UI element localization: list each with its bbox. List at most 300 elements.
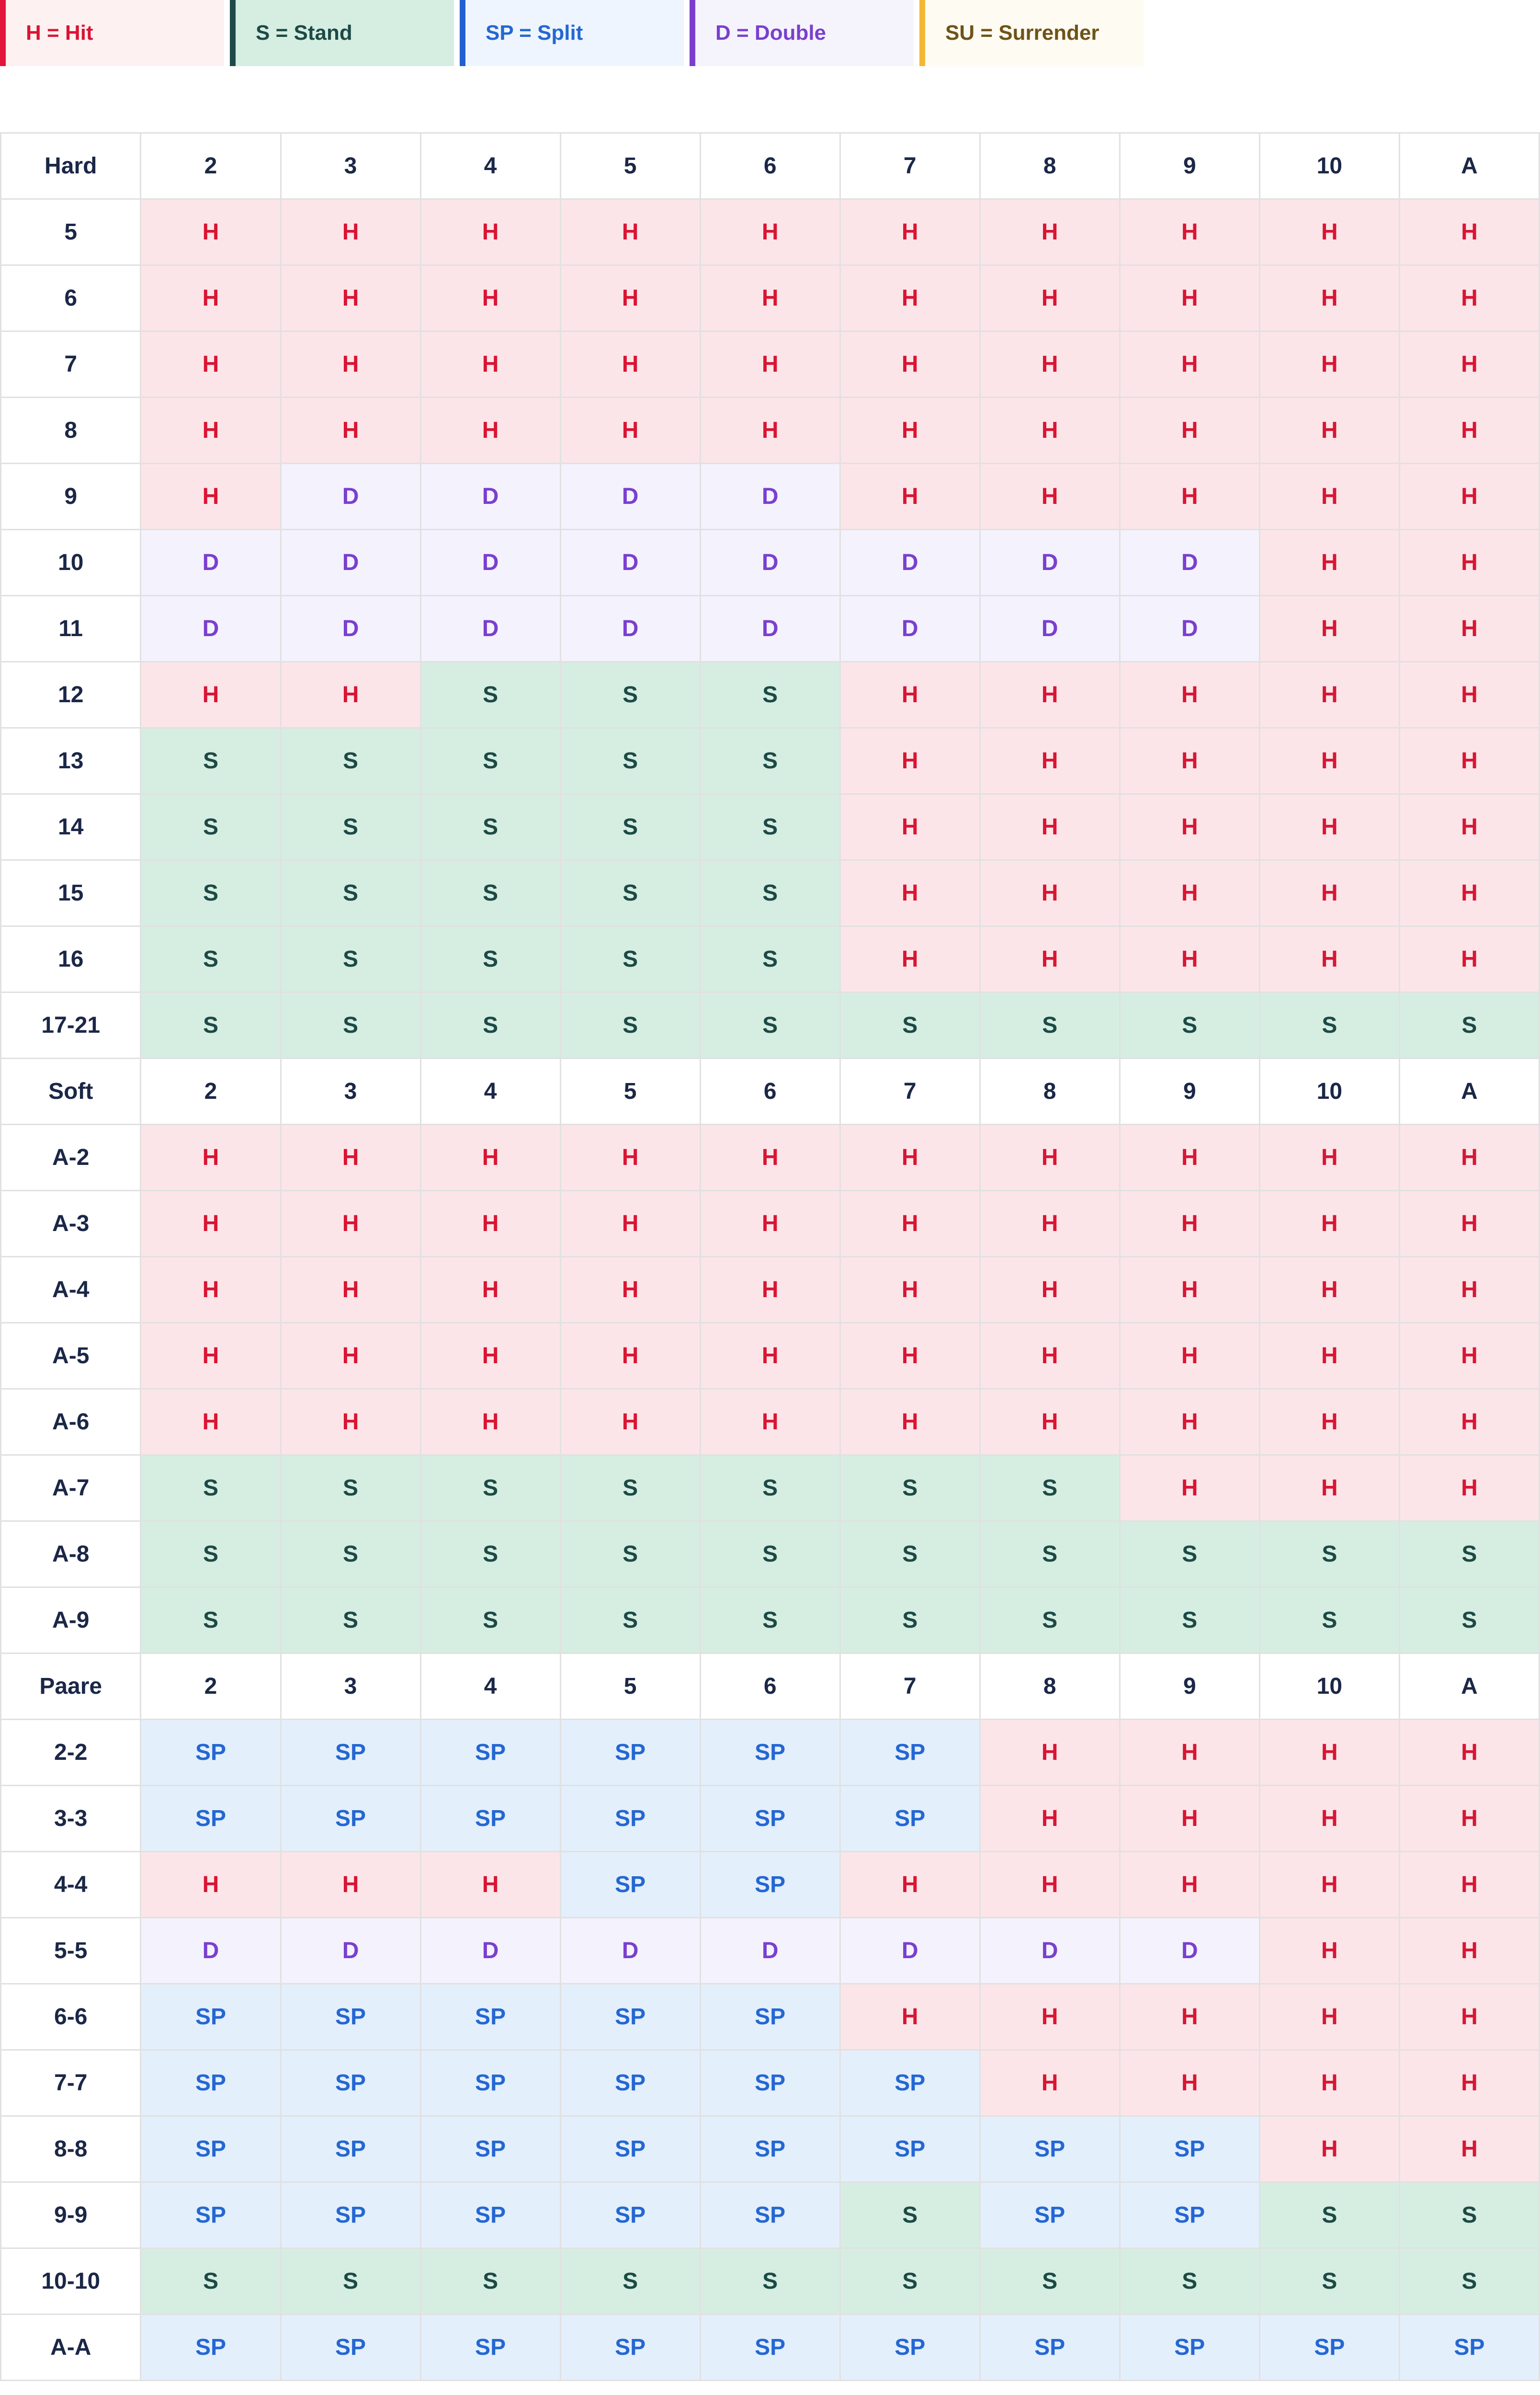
action-cell: D <box>840 530 980 596</box>
dealer-card-header: 8 <box>980 1059 1120 1125</box>
hand-label: 8-8 <box>1 2116 141 2182</box>
dealer-card-header: 7 <box>840 1654 980 1720</box>
action-cell: H <box>1399 1786 1539 1852</box>
action-cell: H <box>980 1389 1120 1455</box>
action-cell: D <box>1120 1918 1259 1984</box>
action-cell: S <box>141 1587 281 1654</box>
strategy-table-body <box>1 133 1540 2381</box>
action-cell: H <box>1399 1918 1539 1984</box>
action-cell: H <box>1120 1323 1259 1389</box>
legend-label: D = Double <box>715 21 827 45</box>
hand-row <box>1 1257 1540 1323</box>
hand-label: 10-10 <box>1 2248 141 2315</box>
action-cell: H <box>1120 1191 1259 1257</box>
action-cell: H <box>281 331 420 398</box>
action-cell: S <box>281 1587 420 1654</box>
action-cell: H <box>1259 530 1399 596</box>
action-cell: S <box>1120 992 1259 1059</box>
action-cell: S <box>281 1521 420 1587</box>
action-cell: D <box>281 464 420 530</box>
action-cell: H <box>1259 1852 1399 1918</box>
hand-label: 11 <box>1 596 141 662</box>
action-cell: S <box>840 992 980 1059</box>
hand-label: 5 <box>1 199 141 265</box>
hand-label: 14 <box>1 794 141 860</box>
hand-row <box>1 1984 1540 2050</box>
hand-row <box>1 2182 1540 2248</box>
action-cell: S <box>1399 1521 1539 1587</box>
action-cell: SP <box>700 2182 840 2248</box>
action-cell: S <box>141 926 281 992</box>
action-cell: H <box>560 1191 700 1257</box>
hand-row <box>1 1918 1540 1984</box>
action-cell: H <box>560 199 700 265</box>
action-cell: H <box>281 1852 420 1918</box>
action-cell: SP <box>560 1720 700 1786</box>
action-cell: S <box>420 926 560 992</box>
action-cell: D <box>281 1918 420 1984</box>
legend-item-split <box>460 0 684 66</box>
dealer-card-header: A <box>1399 133 1539 199</box>
action-cell: H <box>420 1125 560 1191</box>
action-cell: H <box>560 331 700 398</box>
action-cell: H <box>1259 596 1399 662</box>
action-cell: S <box>141 2248 281 2315</box>
dealer-card-header: A <box>1399 1654 1539 1720</box>
action-cell: H <box>1259 2050 1399 2116</box>
action-cell: SP <box>420 2116 560 2182</box>
action-cell: S <box>141 728 281 794</box>
action-cell: S <box>141 992 281 1059</box>
action-cell: H <box>840 331 980 398</box>
action-cell: H <box>1399 265 1539 331</box>
action-cell: H <box>1120 1455 1259 1521</box>
dealer-card-header: 10 <box>1259 133 1399 199</box>
action-cell: SP <box>560 2116 700 2182</box>
action-cell: S <box>1259 1521 1399 1587</box>
action-cell: SP <box>281 1786 420 1852</box>
action-cell: H <box>560 1389 700 1455</box>
action-cell: H <box>1399 1720 1539 1786</box>
hand-row <box>1 464 1540 530</box>
action-cell: H <box>420 398 560 464</box>
action-cell: H <box>840 1257 980 1323</box>
section-title: Hard <box>1 133 141 199</box>
hand-row <box>1 1125 1540 1191</box>
action-cell: H <box>420 1191 560 1257</box>
action-cell: H <box>560 1257 700 1323</box>
action-cell: S <box>840 1521 980 1587</box>
dealer-card-header: 4 <box>420 1654 560 1720</box>
action-cell: S <box>700 728 840 794</box>
action-cell: H <box>560 1125 700 1191</box>
action-cell: D <box>840 596 980 662</box>
action-cell: H <box>980 860 1120 926</box>
legend-item-hit <box>0 0 224 66</box>
action-cell: SP <box>420 1984 560 2050</box>
action-cell: H <box>1259 2116 1399 2182</box>
hand-label: 16 <box>1 926 141 992</box>
hand-row <box>1 2116 1540 2182</box>
hand-label: 10 <box>1 530 141 596</box>
action-cell: H <box>1259 1455 1399 1521</box>
action-cell: S <box>700 992 840 1059</box>
action-cell: H <box>1120 926 1259 992</box>
hand-row <box>1 1720 1540 1786</box>
action-cell: D <box>700 530 840 596</box>
dealer-card-header: 5 <box>560 133 700 199</box>
hand-row <box>1 1191 1540 1257</box>
action-cell: H <box>141 1257 281 1323</box>
hand-row <box>1 662 1540 728</box>
action-cell: H <box>1259 1984 1399 2050</box>
action-cell: H <box>1399 331 1539 398</box>
action-cell: H <box>840 464 980 530</box>
action-cell: H <box>1120 331 1259 398</box>
action-cell: SP <box>840 1786 980 1852</box>
action-cell: H <box>1399 1389 1539 1455</box>
action-cell: H <box>1259 1323 1399 1389</box>
action-cell: H <box>700 1191 840 1257</box>
hand-label: A-2 <box>1 1125 141 1191</box>
hand-row <box>1 331 1540 398</box>
dealer-card-header: 9 <box>1120 1059 1259 1125</box>
hand-row <box>1 398 1540 464</box>
hand-label: 15 <box>1 860 141 926</box>
action-cell: H <box>560 1323 700 1389</box>
action-cell: S <box>141 1521 281 1587</box>
action-cell: H <box>1120 199 1259 265</box>
action-cell: D <box>420 596 560 662</box>
action-cell: SP <box>281 1984 420 2050</box>
action-cell: H <box>560 265 700 331</box>
action-cell: H <box>1259 464 1399 530</box>
action-cell: SP <box>700 2050 840 2116</box>
action-cell: H <box>980 331 1120 398</box>
action-cell: S <box>141 860 281 926</box>
action-cell: H <box>980 1323 1120 1389</box>
action-cell: H <box>1399 2116 1539 2182</box>
hand-label: A-9 <box>1 1587 141 1654</box>
action-cell: H <box>1399 926 1539 992</box>
action-cell: H <box>840 1852 980 1918</box>
action-cell: H <box>281 398 420 464</box>
dealer-card-header: 2 <box>141 1059 281 1125</box>
action-cell: SP <box>560 1852 700 1918</box>
action-cell: H <box>1120 2050 1259 2116</box>
action-cell: H <box>1399 794 1539 860</box>
action-cell: H <box>700 1257 840 1323</box>
strategy-table <box>0 132 1540 2381</box>
action-cell: H <box>1399 464 1539 530</box>
action-cell: H <box>980 1852 1120 1918</box>
action-cell: SP <box>1399 2315 1539 2381</box>
action-cell: SP <box>281 2182 420 2248</box>
action-cell: H <box>281 199 420 265</box>
hand-label: 7 <box>1 331 141 398</box>
hand-label: 8 <box>1 398 141 464</box>
dealer-card-header: 6 <box>700 1059 840 1125</box>
action-cell: SP <box>420 1720 560 1786</box>
action-cell: H <box>1399 1852 1539 1918</box>
hand-row <box>1 992 1540 1059</box>
action-cell: SP <box>141 2182 281 2248</box>
action-cell: D <box>700 464 840 530</box>
action-cell: H <box>1259 398 1399 464</box>
action-cell: H <box>1399 860 1539 926</box>
action-cell: H <box>1259 662 1399 728</box>
hand-row <box>1 794 1540 860</box>
hand-row <box>1 265 1540 331</box>
action-cell: H <box>1120 1125 1259 1191</box>
action-cell: D <box>560 1918 700 1984</box>
action-cell: H <box>420 1852 560 1918</box>
action-cell: H <box>700 199 840 265</box>
action-cell: H <box>1120 265 1259 331</box>
action-cell: S <box>980 1521 1120 1587</box>
action-cell: SP <box>141 1984 281 2050</box>
action-cell: D <box>700 596 840 662</box>
hand-label: A-7 <box>1 1455 141 1521</box>
action-cell: H <box>1120 1257 1259 1323</box>
dealer-card-header: 7 <box>840 133 980 199</box>
hand-row <box>1 1455 1540 1521</box>
hand-label: 12 <box>1 662 141 728</box>
action-cell: S <box>700 794 840 860</box>
action-cell: H <box>840 398 980 464</box>
hand-row <box>1 1389 1540 1455</box>
action-cell: H <box>980 728 1120 794</box>
action-cell: S <box>281 1455 420 1521</box>
action-cell: D <box>980 596 1120 662</box>
hand-row <box>1 860 1540 926</box>
action-cell: H <box>1259 860 1399 926</box>
action-cell: H <box>1120 1984 1259 2050</box>
action-cell: SP <box>281 2050 420 2116</box>
action-cell: S <box>700 662 840 728</box>
action-cell: H <box>700 1323 840 1389</box>
action-cell: S <box>420 992 560 1059</box>
action-cell: H <box>1399 1984 1539 2050</box>
action-cell: H <box>1399 1191 1539 1257</box>
action-cell: H <box>980 1125 1120 1191</box>
dealer-card-header: 5 <box>560 1059 700 1125</box>
action-cell: S <box>420 728 560 794</box>
action-cell: S <box>560 926 700 992</box>
action-cell: H <box>141 398 281 464</box>
action-cell: D <box>420 1918 560 1984</box>
action-cell: H <box>1259 1125 1399 1191</box>
action-cell: H <box>1399 1257 1539 1323</box>
action-cell: S <box>420 794 560 860</box>
action-cell: H <box>980 662 1120 728</box>
action-cell: S <box>281 794 420 860</box>
hand-row <box>1 2248 1540 2315</box>
hand-label: 7-7 <box>1 2050 141 2116</box>
action-cell: SP <box>1120 2182 1259 2248</box>
action-cell: H <box>1120 1720 1259 1786</box>
hand-row <box>1 1521 1540 1587</box>
action-cell: H <box>980 265 1120 331</box>
action-cell: S <box>1259 1587 1399 1654</box>
action-cell: D <box>560 464 700 530</box>
action-cell: S <box>1259 2182 1399 2248</box>
action-cell: S <box>281 2248 420 2315</box>
action-cell: S <box>840 2182 980 2248</box>
hand-label: A-5 <box>1 1323 141 1389</box>
hand-label: 17-21 <box>1 992 141 1059</box>
section-title: Soft <box>1 1059 141 1125</box>
section-header-row <box>1 133 1540 199</box>
action-cell: H <box>141 1191 281 1257</box>
action-cell: H <box>420 1389 560 1455</box>
action-cell: SP <box>980 2116 1120 2182</box>
action-cell: H <box>141 265 281 331</box>
action-cell: D <box>281 596 420 662</box>
action-cell: SP <box>281 1720 420 1786</box>
action-cell: H <box>1399 728 1539 794</box>
action-cell: S <box>1399 2182 1539 2248</box>
dealer-card-header: 5 <box>560 1654 700 1720</box>
action-cell: S <box>560 1521 700 1587</box>
action-cell: D <box>980 530 1120 596</box>
action-cell: SP <box>980 2182 1120 2248</box>
action-cell: H <box>1259 1786 1399 1852</box>
hand-row <box>1 2050 1540 2116</box>
action-cell: H <box>141 464 281 530</box>
action-cell: SP <box>141 1720 281 1786</box>
action-cell: S <box>1259 992 1399 1059</box>
action-cell: H <box>1259 199 1399 265</box>
legend-color-bar <box>919 0 925 66</box>
action-cell: H <box>281 1191 420 1257</box>
action-cell: D <box>420 530 560 596</box>
action-cell: SP <box>420 1786 560 1852</box>
action-cell: SP <box>141 2050 281 2116</box>
action-cell: H <box>1259 926 1399 992</box>
action-cell: H <box>141 662 281 728</box>
action-cell: S <box>420 1455 560 1521</box>
legend-label: SP = Split <box>486 21 583 45</box>
legend-item-stand <box>230 0 454 66</box>
legend-label: S = Stand <box>256 21 352 45</box>
action-cell: D <box>560 596 700 662</box>
action-cell: H <box>141 331 281 398</box>
action-cell: H <box>840 1389 980 1455</box>
action-cell: H <box>281 265 420 331</box>
action-cell: SP <box>700 2315 840 2381</box>
action-cell: S <box>141 794 281 860</box>
hand-label: A-3 <box>1 1191 141 1257</box>
action-cell: H <box>1120 860 1259 926</box>
action-cell: SP <box>840 1720 980 1786</box>
legend-color-bar <box>690 0 695 66</box>
action-cell: H <box>1399 2050 1539 2116</box>
hand-label: 5-5 <box>1 1918 141 1984</box>
action-cell: H <box>840 662 980 728</box>
hand-label: 13 <box>1 728 141 794</box>
action-cell: S <box>700 1455 840 1521</box>
action-cell: S <box>560 728 700 794</box>
dealer-card-header: 3 <box>281 1654 420 1720</box>
action-cell: H <box>840 1125 980 1191</box>
action-cell: S <box>700 1587 840 1654</box>
action-cell: S <box>980 992 1120 1059</box>
hand-label: 4-4 <box>1 1852 141 1918</box>
action-cell: H <box>1120 398 1259 464</box>
action-cell: H <box>700 265 840 331</box>
dealer-card-header: 3 <box>281 133 420 199</box>
action-cell: H <box>1259 1389 1399 1455</box>
hand-row <box>1 1587 1540 1654</box>
action-cell: H <box>1120 1852 1259 1918</box>
action-cell: H <box>980 199 1120 265</box>
action-cell: SP <box>700 1786 840 1852</box>
action-cell: S <box>560 860 700 926</box>
action-cell: H <box>1399 596 1539 662</box>
dealer-card-header: 4 <box>420 1059 560 1125</box>
action-cell: H <box>1259 1257 1399 1323</box>
action-cell: H <box>1399 530 1539 596</box>
action-cell: H <box>420 265 560 331</box>
action-cell: H <box>1120 794 1259 860</box>
action-cell: S <box>141 1455 281 1521</box>
action-cell: S <box>700 860 840 926</box>
hand-label: 3-3 <box>1 1786 141 1852</box>
action-cell: D <box>141 1918 281 1984</box>
action-cell: H <box>700 331 840 398</box>
action-cell: D <box>560 530 700 596</box>
dealer-card-header: 7 <box>840 1059 980 1125</box>
action-cell: H <box>281 1389 420 1455</box>
action-cell: S <box>840 1455 980 1521</box>
legend-item-double <box>690 0 914 66</box>
action-cell: H <box>1120 464 1259 530</box>
action-cell: SP <box>281 2116 420 2182</box>
action-cell: S <box>700 926 840 992</box>
action-cell: H <box>1399 199 1539 265</box>
action-cell: H <box>700 1389 840 1455</box>
action-cell: H <box>980 1984 1120 2050</box>
action-cell: H <box>141 1125 281 1191</box>
action-cell: H <box>1259 1191 1399 1257</box>
action-cell: SP <box>980 2315 1120 2381</box>
action-cell: H <box>1399 1323 1539 1389</box>
action-cell: SP <box>700 1984 840 2050</box>
action-cell: S <box>281 926 420 992</box>
action-cell: H <box>420 1257 560 1323</box>
action-cell: S <box>1399 2248 1539 2315</box>
action-cell: SP <box>560 1984 700 2050</box>
action-cell: S <box>1399 992 1539 1059</box>
action-cell: SP <box>840 2116 980 2182</box>
action-cell: H <box>840 265 980 331</box>
legend <box>0 0 1149 66</box>
action-cell: S <box>420 2248 560 2315</box>
action-cell: H <box>420 199 560 265</box>
action-cell: H <box>700 398 840 464</box>
hand-label: 6 <box>1 265 141 331</box>
legend-label: H = Hit <box>26 21 93 45</box>
hand-label: A-8 <box>1 1521 141 1587</box>
action-cell: H <box>980 398 1120 464</box>
action-cell: S <box>560 1587 700 1654</box>
action-cell: S <box>281 728 420 794</box>
hand-row <box>1 1323 1540 1389</box>
legend-color-bar <box>230 0 236 66</box>
legend-label: SU = Surrender <box>945 21 1099 45</box>
action-cell: H <box>1259 1918 1399 1984</box>
